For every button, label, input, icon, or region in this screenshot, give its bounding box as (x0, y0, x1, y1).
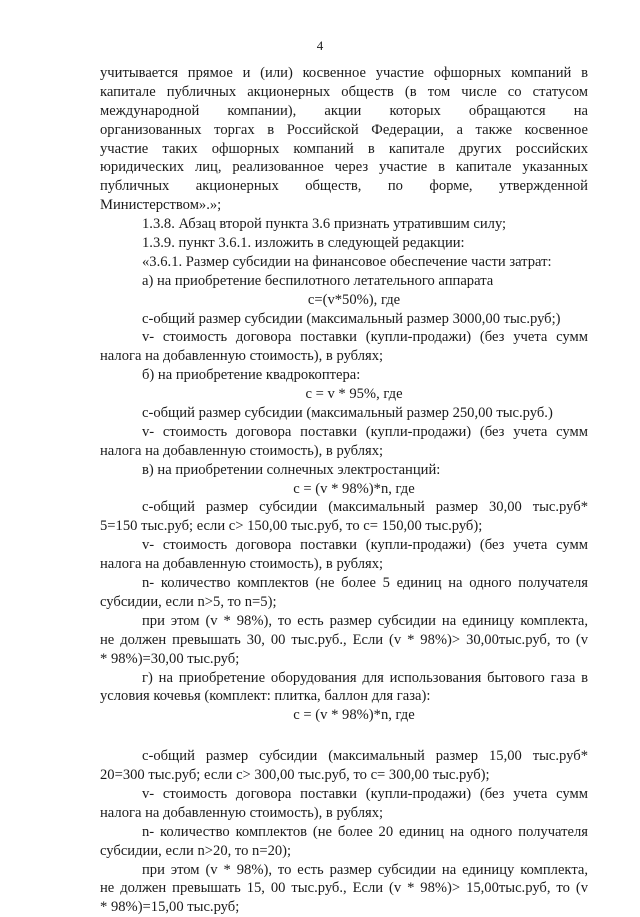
text-line: налога на добавленную стоимость), в рублях; (100, 348, 384, 365)
text-line: участие таких офшорных компаний в капитале других российских (100, 140, 588, 157)
text-line: субсидии, если n>5, то n=5); (100, 593, 277, 610)
formula-line: с = v * 95%, где (305, 386, 403, 403)
text-line: 1.3.8. Абзац второй пункта 3.6 признать утратившим силу; (142, 216, 507, 233)
text-line: * 98%)=15,00 тыс.руб; (100, 899, 240, 916)
text-line: v- стоимость договора поставки (купли-продажи) (без учета сумм (142, 537, 588, 554)
text-line: с-общий размер субсидии (максимальный размер 30,00 тыс.руб* (142, 499, 588, 516)
text-line: v- стоимость договора поставки (купли-продажи) (без учета сумм (142, 329, 588, 346)
text-line: * 98%)=30,00 тыс.руб; (100, 650, 240, 667)
text-line: публичных акционерных обществ, по форме, утвержденной (100, 178, 588, 195)
text-line: с-общий размер субсидии (максимальный размер 15,00 тыс.руб* (142, 748, 588, 765)
text-line: не должен превышать 15, 00 тыс.руб., Если (v * 98%)> 15,00тыс.руб, то (v (100, 880, 588, 897)
blank-gap (100, 725, 588, 747)
text-line: n- количество комплектов (не более 5 единиц на одного получателя (142, 575, 588, 592)
text-line: капитале публичных акционерных обществ (в том числе со статусом (100, 83, 588, 100)
text-line: при этом (v * 98%), то есть размер субсидии на единицу комплекта, (142, 612, 588, 629)
text-line: «3.6.1. Размер субсидии на финансовое обеспечение части затрат: (142, 253, 552, 270)
page-number: 4 (316, 38, 324, 53)
text-line: v- стоимость договора поставки (купли-продажи) (без учета сумм (142, 423, 588, 440)
text-line: а) на приобретение беспилотного летательного аппарата (142, 272, 494, 289)
formula-line: с = (v * 98%)*n, где (293, 480, 415, 497)
text-line: субсидии, если n>20, то n=20); (100, 842, 292, 859)
formula-line: с = (v * 98%)*n, где (293, 707, 415, 724)
text-line: учитывается прямое и (или) косвенное участие офшорных компаний в (100, 65, 588, 81)
text-line: налога на добавленную стоимость), в рублях; (100, 556, 384, 573)
text-line: условия кочевья (комплект: плитка, баллон для газа): (100, 688, 431, 705)
text-line: 5=150 тыс.руб; если с> 150,00 тыс.руб, то с= 150,00 тыс.руб); (100, 518, 483, 535)
text-line: при этом (v * 98%), то есть размер субсидии на единицу комплекта, (142, 861, 588, 878)
text-line: организованных торгах в Российской Федерации, а также косвенное (100, 121, 588, 138)
text-line: б) на приобретение квадрокоптера: (142, 367, 361, 384)
text-line: 20=300 тыс.руб; если с> 300,00 тыс.руб, то с= 300,00 тыс.руб); (100, 767, 490, 784)
text-line: v- стоимость договора поставки (купли-продажи) (без учета сумм (142, 785, 588, 802)
document-body (100, 64, 588, 917)
text-line: г) на приобретение оборудования для использования бытового газа в (142, 669, 588, 686)
text-line: с-общий размер субсидии (максимальный размер 3000,00 тыс.руб;) (142, 310, 561, 327)
text-line: международной компании), акции которых обращаются на (100, 102, 588, 119)
text-line: юридических лиц, реализованное через участие в капитале указанных (100, 159, 588, 176)
text-line: налога на добавленную стоимость), в рублях; (100, 442, 384, 459)
text-line: Министерством».»; (100, 197, 222, 214)
text-line: 1.3.9. пункт 3.6.1. изложить в следующей редакции: (142, 235, 465, 252)
text-line: n- количество комплектов (не более 20 единиц на одного получателя (142, 823, 588, 840)
text-line: налога на добавленную стоимость), в рублях; (100, 804, 384, 821)
text-line: в) на приобретении солнечных электростанций: (142, 461, 441, 478)
text-line: не должен превышать 30, 00 тыс.руб., Если (v * 98%)> 30,00тыс.руб, то (v (100, 631, 588, 648)
text-line: с-общий размер субсидии (максимальный размер 250,00 тыс.руб.) (142, 405, 553, 422)
formula-line: с=(v*50%), где (307, 291, 401, 308)
